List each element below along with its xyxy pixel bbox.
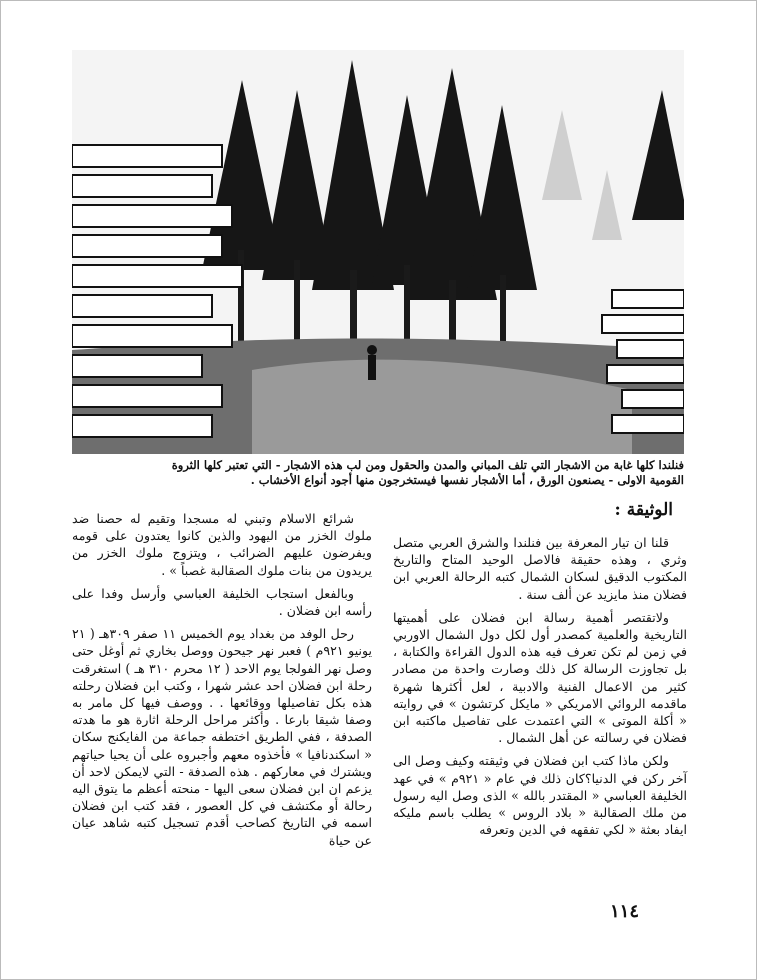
section-heading: الوثيقة : <box>614 500 673 520</box>
photo-caption <box>72 458 684 488</box>
caption-line-2: القومية الاولى - يصنعون الورق ، أما الأشجار نفسها فيستخرجون منها أجود أنواع الأخشاب . <box>250 473 684 487</box>
paragraph: وبالفعل استجاب الخليفة العباسي وأرسل وفدا على رأسه ابن فضلان . <box>72 585 372 619</box>
paragraph: ولكن ماذا كتب ابن فضلان في وثيقته وكيف وصل الى آخر ركن في الدنيا؟كان ذلك في عام « ٩٢١م » في عهد الخليفة العباسي « المقتدر بالله » الذى وصل اليه رسول من ملك الصقالبة « بلاد الروس » يطلب باسم مليكه ايفاد بعثة « لكي تفقهه في الدين وتعرفه <box>393 753 687 838</box>
paragraph: رحل الوفد من بغداد يوم الخميس ١١ صفر ٣٠٩هـ ( ٢١ يونيو ٩٢١م ) فعبر نهر جيحون ووصل بخاري ثم أوغل حتى وصل نهر الفولجا يوم الاحد ( ١٢ محرم ٣١٠ هـ ) استغرقت رحلة ابن فضلان احد عشر شهرا ، وكتب ابن فضلان رحلته هذه بكل تفاصيلها ووقائعها . . ووصف فيها كل مامر به وصفا شيقا بارعا . وأكثر مراحل الرحلة اثارة هو ما هدته الصدفة ، ففي الطريق اختطفه جماعة من الفايكنج سكان « اسكندنافيا » فأخذوه معهم وأجبروه على أن يحيا حياتهم ويشترك في معاركهم . هذه الصدفة - التي لايمكن لاحد أن يزعم ان ابن فضلان سعى اليها - منحته أعظم ما يتوق اليه رحالة أو مكتشف في كل العصور ، فقد كتب ابن فضلان اسمه في التاريخ كصاحب أقدم تسجيل كتبه شاهد عيان عن حياة <box>72 626 373 848</box>
paragraph: قلنا ان تيار المعرفة بين فنلندا والشرق العربي متصل وثري ، وهذه حقيقة فالاصل الوحيد المتاح والتاريخ المكتوب الدقيق لسكان الشمال كتبه الرحالة العربي ابن فضلان منذ مايزيد عن ألف سنة . <box>393 535 687 602</box>
caption-line-1: فنلندا كلها غابة من الاشجار التي تلف المباني والمدن والحقول ومن لب هذه الاشجار - التي تعتبر كلها الثروة <box>171 458 684 472</box>
forest-timber-photo <box>72 50 684 454</box>
paragraph: ولاتقتصر أهمية رسالة ابن فضلان على أهميتها التاريخية والعلمية كمصدر أول لكل دول الشمال الاوربي في زمن لم تكن تعرف فيه هذه الدول القراءة والكتابة ، بل تجاوزت الرسالة كل ذلك وصارت واحدة من مصادر كثير من الاعمال الفنية والادبية ، لعل أكثرها شهرة ماقدمه الروائي الامريكي « مايكل كرتشون » في روايته « أكلة الموتى » التي اعتمدت على تفاصيل ماكتبه ابن فضلان في رسالته عن أهل الشمال . <box>393 609 687 746</box>
photo-illustration <box>72 50 684 454</box>
right-text-column <box>393 534 687 844</box>
page-number: ١١٤ <box>609 901 639 922</box>
paragraph: شرائع الاسلام وتبني له مسجدا وتقيم له حصنا ضد ملوك الخزر من اليهود والذين كانوا يعتدون على قومه ويفرضون عليهم الضرائب ، ويتزوج ملوك الخزر من يريدون من بنات ملوك الصقالبة غصباً » . <box>72 511 372 578</box>
left-text-column <box>72 510 372 855</box>
